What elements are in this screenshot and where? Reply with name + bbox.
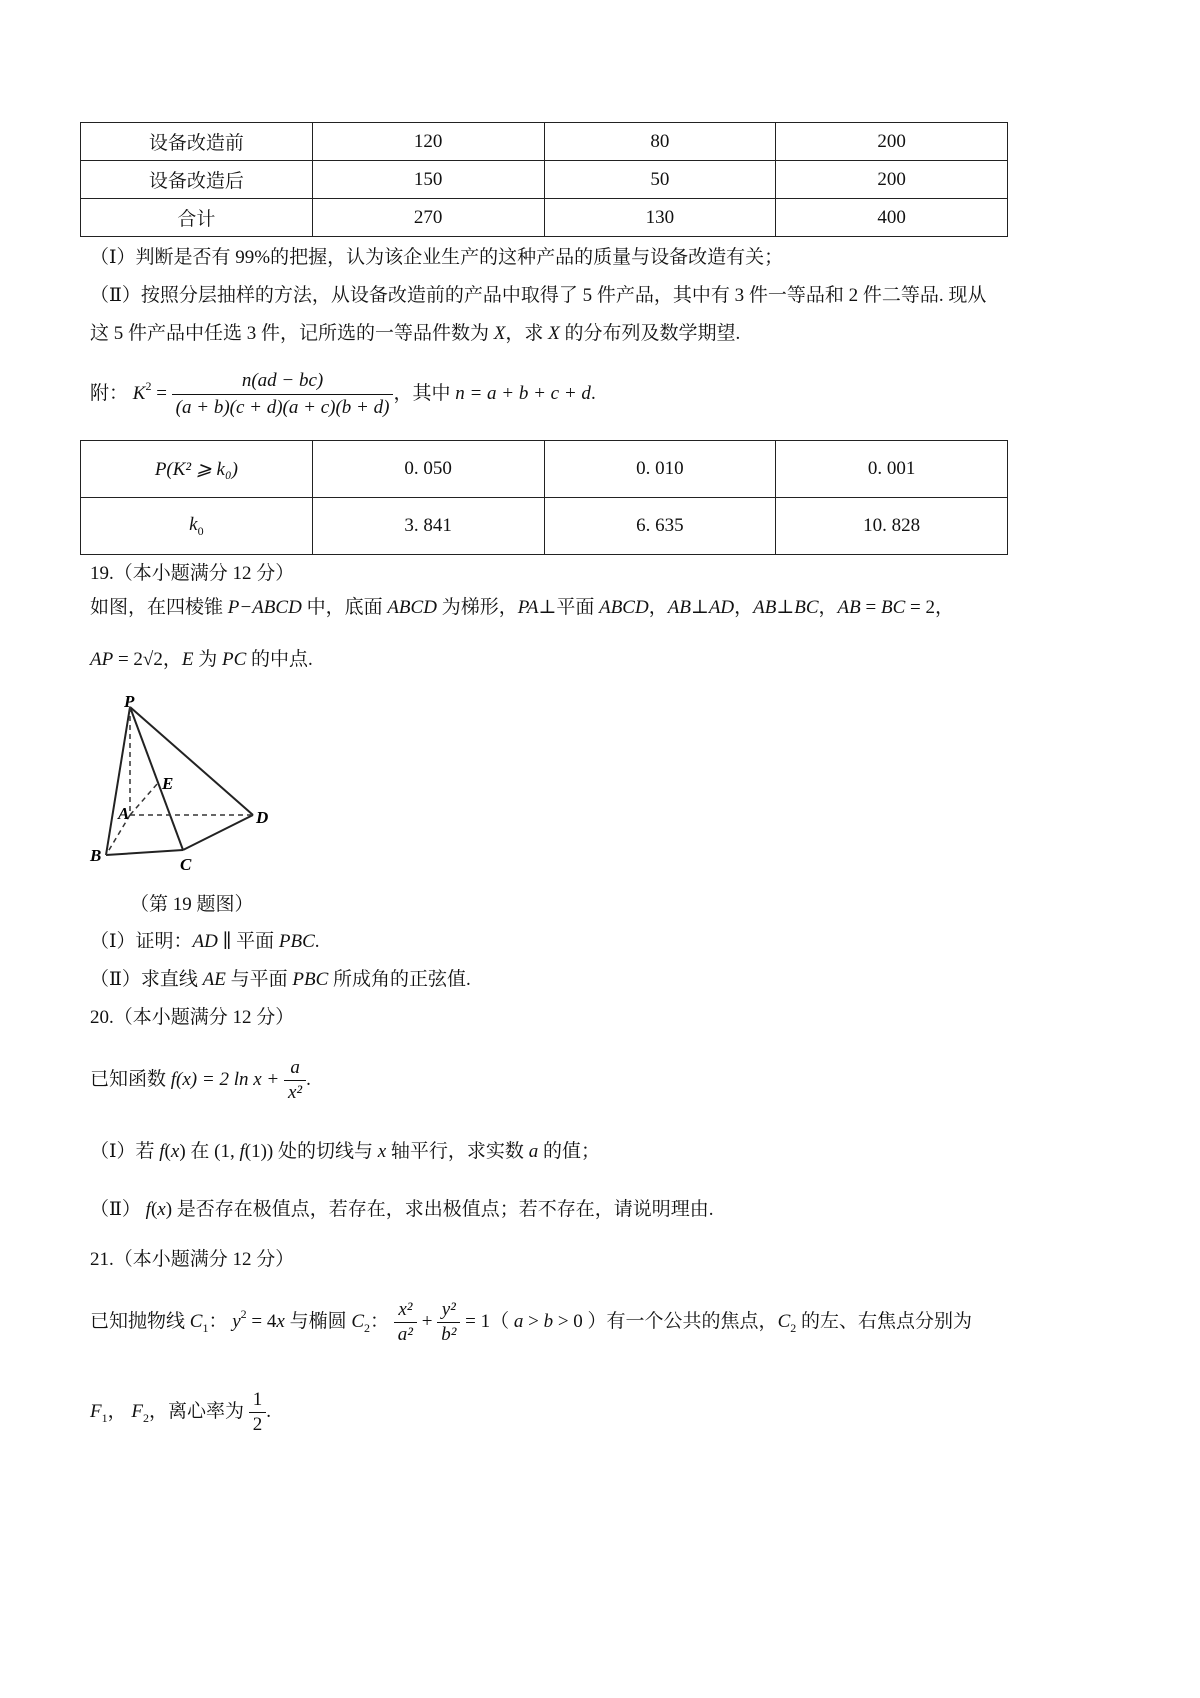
k2-formula: 附： $K^2$ = $\frac{n(ad - bc)}{(a + b)(c + d)(a + c)(b + d)}$ ，其中 n = a + b + c + d. xyxy=(90,368,596,421)
cell: P(K² ⩾ k₀) xyxy=(81,441,313,498)
q21-line1: 已知抛物线 $C_1$： $y^2 = 4x$ 与椭圆 $C_2$： $\frac{\text{x²}}{\text{a²}}$ + $\frac{\text{y²}}{\text{b²}}$ = 1（ a > b > 0 ）有一个公共的焦点，$C_2$ 的左、右焦点分别为 xyxy=(90,1299,973,1345)
text-segment: 为梯形， xyxy=(436,597,518,618)
text-segment: = 4 xyxy=(246,1310,277,1332)
text-segment: 21.（本小题满分 12 分） xyxy=(90,1249,295,1270)
q19-line1 xyxy=(90,596,954,620)
text-segment: （Ⅰ）判断是否有 99%的把握，认为该企业生产的这种产品的质量与设备改造有关； xyxy=(90,247,784,268)
func-num: a xyxy=(290,1057,300,1078)
q19-part1 xyxy=(90,930,320,954)
cell: 400 xyxy=(776,199,1008,237)
q18-part2-line1 xyxy=(90,284,986,308)
cell: 50 xyxy=(544,161,776,199)
text-segment: . xyxy=(314,931,320,952)
math-symbol: ABCD xyxy=(599,597,649,618)
math-symbol: AB xyxy=(667,597,691,618)
label-c: C xyxy=(180,855,192,874)
ell-x: x² xyxy=(398,1299,413,1320)
math-symbol: b xyxy=(543,1310,554,1332)
cell: 270 xyxy=(312,199,544,237)
cell: 3. 841 xyxy=(312,498,544,555)
text-segment: 的分布列及数学期望. xyxy=(559,323,741,344)
cell: 设备改造后 xyxy=(81,161,313,199)
math-symbol: PA xyxy=(517,597,539,618)
math-symbol: AB xyxy=(837,597,861,618)
text-segment: ) 是否存在极值点，若存在，求出极值点；若不存在，请说明理由. xyxy=(165,1199,714,1220)
text-segment: 19.（本小题满分 12 分） xyxy=(90,563,295,584)
text-segment: 2 xyxy=(364,1320,371,1335)
text-segment: 2 xyxy=(240,1306,247,1321)
formula-lhs: K xyxy=(132,382,146,404)
text-segment: 与椭圆 xyxy=(284,1310,352,1332)
q18-part2-line2 xyxy=(90,322,740,346)
func-fraction xyxy=(284,1056,306,1105)
ell-b: b² xyxy=(437,1322,460,1347)
math-symbol: AD xyxy=(192,931,218,952)
text-segment: ， xyxy=(648,597,668,618)
math-symbol: F xyxy=(131,1400,143,1422)
cell: 设备改造前 xyxy=(81,123,313,161)
table-row xyxy=(81,441,1008,498)
text-segment: ) 在 (1, xyxy=(179,1141,240,1162)
math-symbol: F xyxy=(90,1400,102,1422)
table-row xyxy=(81,123,1008,161)
text-segment: 2 xyxy=(142,1410,149,1425)
cell: 0. 050 xyxy=(312,441,544,498)
func-den: x² xyxy=(284,1080,306,1105)
table-row xyxy=(81,161,1008,199)
math-symbol: x xyxy=(377,1141,387,1162)
cell: 0. 001 xyxy=(776,441,1008,498)
label-a: A xyxy=(118,804,130,823)
ecc-den: 2 xyxy=(249,1412,267,1437)
text-segment: 已知抛物线 xyxy=(90,1310,190,1332)
text-segment: ： xyxy=(208,1310,233,1332)
label-b: B xyxy=(90,846,102,865)
label-d: D xyxy=(256,808,269,827)
math-symbol: x xyxy=(157,1199,166,1220)
text-segment: ⊥平面 xyxy=(538,597,600,618)
text-segment: ， xyxy=(818,597,838,618)
q19-title xyxy=(90,562,294,586)
cell: 10. 828 xyxy=(776,498,1008,555)
math-symbol: AB xyxy=(753,597,777,618)
text-segment: > 0 ）有一个公共的焦点， xyxy=(553,1310,778,1332)
text-segment: 的值； xyxy=(538,1141,600,1162)
text-segment: ，求 xyxy=(505,323,549,344)
text-segment: ， xyxy=(107,1400,132,1422)
math-symbol: X xyxy=(548,323,560,344)
text-segment: 所成角的正弦值. xyxy=(328,969,471,990)
text-segment: ： xyxy=(370,1310,394,1332)
text-segment: ⊥ xyxy=(690,597,709,618)
text-segment: = 2√2， xyxy=(113,649,182,670)
ecc-end: . xyxy=(266,1400,271,1422)
text-segment: （Ⅱ） xyxy=(90,1199,146,1220)
cell: 200 xyxy=(776,161,1008,199)
q21-pre xyxy=(90,1306,394,1335)
figure-caption xyxy=(130,893,254,917)
table-row xyxy=(81,199,1008,237)
math-symbol: BC xyxy=(794,597,819,618)
text-segment: ⊥ xyxy=(776,597,795,618)
text-segment: (1)) 处的切线与 xyxy=(244,1141,378,1162)
q21-post xyxy=(460,1310,973,1335)
math-symbol: C xyxy=(777,1310,791,1332)
cell: 80 xyxy=(544,123,776,161)
formula-end: . xyxy=(590,382,596,404)
math-symbol: BC xyxy=(880,597,906,618)
math-symbol: P−ABCD xyxy=(227,597,302,618)
ecc-num: 1 xyxy=(252,1389,263,1410)
text-segment: 为 xyxy=(193,649,222,670)
math-symbol: AE xyxy=(202,969,226,990)
q21-title xyxy=(90,1248,294,1272)
pyramid-figure xyxy=(88,695,288,880)
formula-numerator: n(ad − bc) xyxy=(241,370,324,391)
cell: 合计 xyxy=(81,199,313,237)
text-segment: 与平面 xyxy=(225,969,293,990)
ell-y: y² xyxy=(441,1299,456,1320)
text-segment: > xyxy=(523,1310,544,1332)
text-segment: ， xyxy=(734,597,754,618)
text-segment: = xyxy=(860,597,881,618)
math-symbol: f xyxy=(159,1141,165,1162)
cell: 130 xyxy=(544,199,776,237)
func-end: . xyxy=(306,1068,311,1090)
contingency-table xyxy=(80,122,1008,237)
formula-n: n = a + b + c + d xyxy=(455,382,591,404)
label-p: P xyxy=(124,695,135,711)
math-symbol: y xyxy=(232,1310,241,1332)
math-symbol: PC xyxy=(222,649,247,670)
label-e: E xyxy=(162,774,174,793)
math-symbol: C xyxy=(189,1310,203,1332)
text-segment: 如图，在四棱锥 xyxy=(90,597,228,618)
text-segment: 的左、右焦点分别为 xyxy=(796,1310,973,1332)
formula-fraction xyxy=(172,368,394,421)
math-symbol: a xyxy=(528,1141,539,1162)
math-symbol: f xyxy=(239,1141,245,1162)
formula-prefix: 附： xyxy=(90,382,129,404)
func-prefix: 已知函数 xyxy=(90,1068,171,1090)
text-segment: 的中点. xyxy=(246,649,313,670)
cell: $k_0$ xyxy=(81,498,313,555)
math-symbol: AD xyxy=(708,597,735,618)
cell: 150 xyxy=(312,161,544,199)
q20-title xyxy=(90,1006,294,1030)
text-segment: = 2， xyxy=(905,597,954,618)
math-symbol: C xyxy=(351,1310,365,1332)
cell: 120 xyxy=(312,123,544,161)
k-label: k xyxy=(189,513,198,535)
formula-denominator: (a + b)(c + d)(a + c)(b + d) xyxy=(172,394,394,421)
eccentricity-fraction xyxy=(249,1388,267,1437)
cell: 0. 010 xyxy=(544,441,776,498)
math-symbol: f xyxy=(145,1199,151,1220)
text-segment: ( xyxy=(164,1141,171,1162)
q20-function xyxy=(90,1056,311,1105)
text-segment: 2 xyxy=(790,1320,797,1335)
q20-part2 xyxy=(90,1198,714,1222)
math-symbol: a xyxy=(513,1310,524,1332)
text-segment: （Ⅰ）若 xyxy=(90,1141,160,1162)
ellipse-y-term xyxy=(437,1298,460,1347)
critical-value-table xyxy=(80,440,1008,555)
math-symbol: X xyxy=(493,323,506,344)
math-symbol: ABCD xyxy=(387,597,437,618)
q19-line2 xyxy=(90,648,313,672)
text-segment: 1 xyxy=(101,1410,108,1425)
cell: 200 xyxy=(776,123,1008,161)
text-segment: （Ⅱ）求直线 xyxy=(90,969,203,990)
text-segment: 这 5 件产品中任选 3 件，记所选的一等品件数为 xyxy=(90,323,494,344)
text-segment: = 1（ xyxy=(460,1310,514,1332)
math-symbol: PBC xyxy=(292,969,329,990)
q21-line2 xyxy=(90,1388,271,1437)
table-row xyxy=(81,498,1008,555)
math-symbol: AP xyxy=(90,649,114,670)
cell: 6. 635 xyxy=(544,498,776,555)
math-symbol: x xyxy=(170,1141,180,1162)
formula-suffix: ，其中 xyxy=(393,382,456,404)
q20-part1 xyxy=(90,1140,600,1164)
math-symbol: E xyxy=(181,649,194,670)
text-segment: （第 19 题图） xyxy=(130,894,254,915)
q19-part2 xyxy=(90,968,471,992)
text-segment: （Ⅰ）证明： xyxy=(90,931,193,952)
text-segment: （Ⅱ）按照分层抽样的方法，从设备改造前的产品中取得了 5 件产品，其中有 3 件一等品和 2 件二等品. 现从 xyxy=(90,285,987,306)
text-segment: ∥ 平面 xyxy=(217,931,279,952)
text-segment: ，离心率为 xyxy=(148,1400,249,1422)
text-segment: 1 xyxy=(202,1320,209,1335)
ellipse-x-term xyxy=(394,1298,417,1347)
text-segment: 轴平行，求实数 xyxy=(386,1141,529,1162)
text-segment: 中，底面 xyxy=(301,597,388,618)
q21-foci xyxy=(90,1400,249,1425)
text-segment: ( xyxy=(150,1199,158,1220)
ell-a: a² xyxy=(394,1322,417,1347)
text-segment: 20.（本小题满分 12 分） xyxy=(90,1007,295,1028)
q18-part1 xyxy=(90,246,783,270)
func-lhs: f(x) = 2 ln x + xyxy=(170,1068,284,1090)
math-symbol: x xyxy=(276,1310,285,1332)
math-symbol: PBC xyxy=(278,931,315,952)
